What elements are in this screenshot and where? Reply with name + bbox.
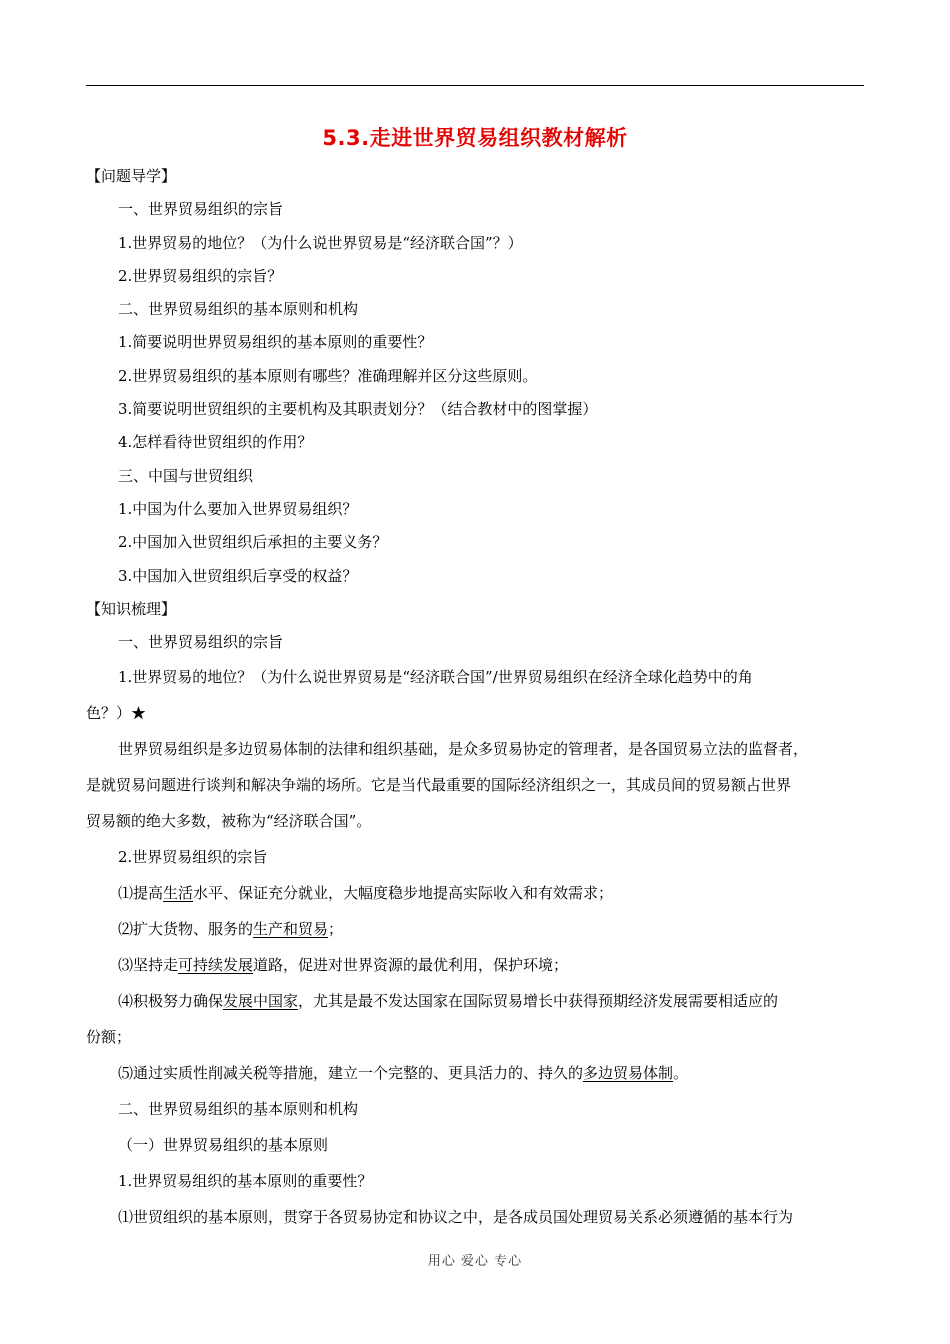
paragraph-line: 贸易额的绝大多数，被称为“经济联合国”。 [86, 812, 372, 831]
guide-item: 1.世界贸易的地位？（为什么说世界贸易是“经济联合国”？） [118, 233, 523, 252]
underlined-term: 生活 [163, 884, 194, 903]
guide-item: 4.怎样看待世贸组织的作用？ [118, 433, 313, 452]
section-heading-knowledge: 【知识梳理】 [86, 599, 177, 618]
subsection-title: （一）世界贸易组织的基本原则 [118, 1136, 329, 1155]
underlined-term: 生产和贸易 [253, 920, 329, 939]
aim-item-4: ⑷积极努力确保发展中国家，尤其是最不发达国家在国际贸易增长中获得预期经济发展需要相适应的 [118, 992, 779, 1011]
question-1-line-1: 1.世界贸易的地位？（为什么说世界贸易是“经济联合国”/世界贸易组织在经济全球化趋势中的角 [118, 668, 753, 687]
question-1-line-2: 色？）★ [86, 704, 147, 723]
underlined-term: 多边贸易体制 [583, 1064, 674, 1083]
section-heading-guide: 【问题导学】 [86, 167, 177, 185]
paragraph-line: 是就贸易问题进行谈判和解决争端的场所。它是当代最重要的国际经济组织之一，其成员间的贸易额占世界 [86, 776, 792, 795]
guide-item: 2.世界贸易组织的宗旨？ [118, 266, 283, 285]
underlined-term: 可持续发展 [178, 956, 254, 975]
aim-item-3: ⑶坚持走可持续发展道路，促进对世界资源的最优利用，保护环境； [118, 956, 569, 975]
aim-item-4-continued: 份额； [86, 1028, 132, 1047]
paragraph-line: ⑴世贸组织的基本原则，贯穿于各贸易协定和协议之中，是各成员国处理贸易关系必须遵循的基本行为 [118, 1208, 794, 1227]
document-title: 5.3.走进世界贸易组织教材解析 [322, 126, 628, 150]
guide-item: 2.中国加入世贸组织后承担的主要义务？ [118, 533, 388, 552]
page-footer: 用心 爱心 专心 [427, 1254, 523, 1269]
subsection-title: 二、世界贸易组织的基本原则和机构 [118, 1100, 359, 1119]
paragraph-wto-role [86, 731, 876, 839]
guide-item: 1.简要说明世界贸易组织的基本原则的重要性？ [118, 333, 433, 352]
guide-item: 一、世界贸易组织的宗旨 [118, 200, 284, 219]
document-body [86, 160, 876, 1235]
aim-item-5: ⑸通过实质性削减关税等措施，建立一个完整的、更具活力的、持久的多边贸易体制。 [118, 1064, 689, 1083]
guide-item: 三、中国与世贸组织 [118, 466, 254, 485]
guide-item: 2.世界贸易组织的基本原则有哪些？准确理解并区分这些原则。 [118, 366, 538, 385]
aims-block [86, 839, 876, 1235]
underlined-term: 发展中国家 [223, 992, 299, 1011]
guide-item: 1.中国为什么要加入世界贸易组织？ [118, 499, 358, 518]
guide-item: 二、世界贸易组织的基本原则和机构 [118, 300, 359, 319]
question-3: 1.世界贸易组织的基本原则的重要性？ [118, 1172, 373, 1191]
header-rule [86, 85, 864, 86]
question-2: 2.世界贸易组织的宗旨 [118, 848, 268, 867]
guide-item: 3.中国加入世贸组织后享受的权益？ [118, 566, 358, 585]
guide-item: 3.简要说明世贸组织的主要机构及其职责划分？（结合教材中的图掌握） [118, 400, 598, 419]
aim-item-2: ⑵扩大货物、服务的生产和贸易； [118, 920, 344, 939]
question-1 [86, 659, 876, 731]
subsection-title: 一、世界贸易组织的宗旨 [118, 633, 284, 652]
paragraph-line: 世界贸易组织是多边贸易体制的法律和组织基础，是众多贸易协定的管理者，是各国贸易立法的监督者， [118, 740, 809, 759]
aim-item-1: ⑴提高生活水平、保证充分就业，大幅度稳步地提高实际收入和有效需求； [118, 884, 614, 903]
